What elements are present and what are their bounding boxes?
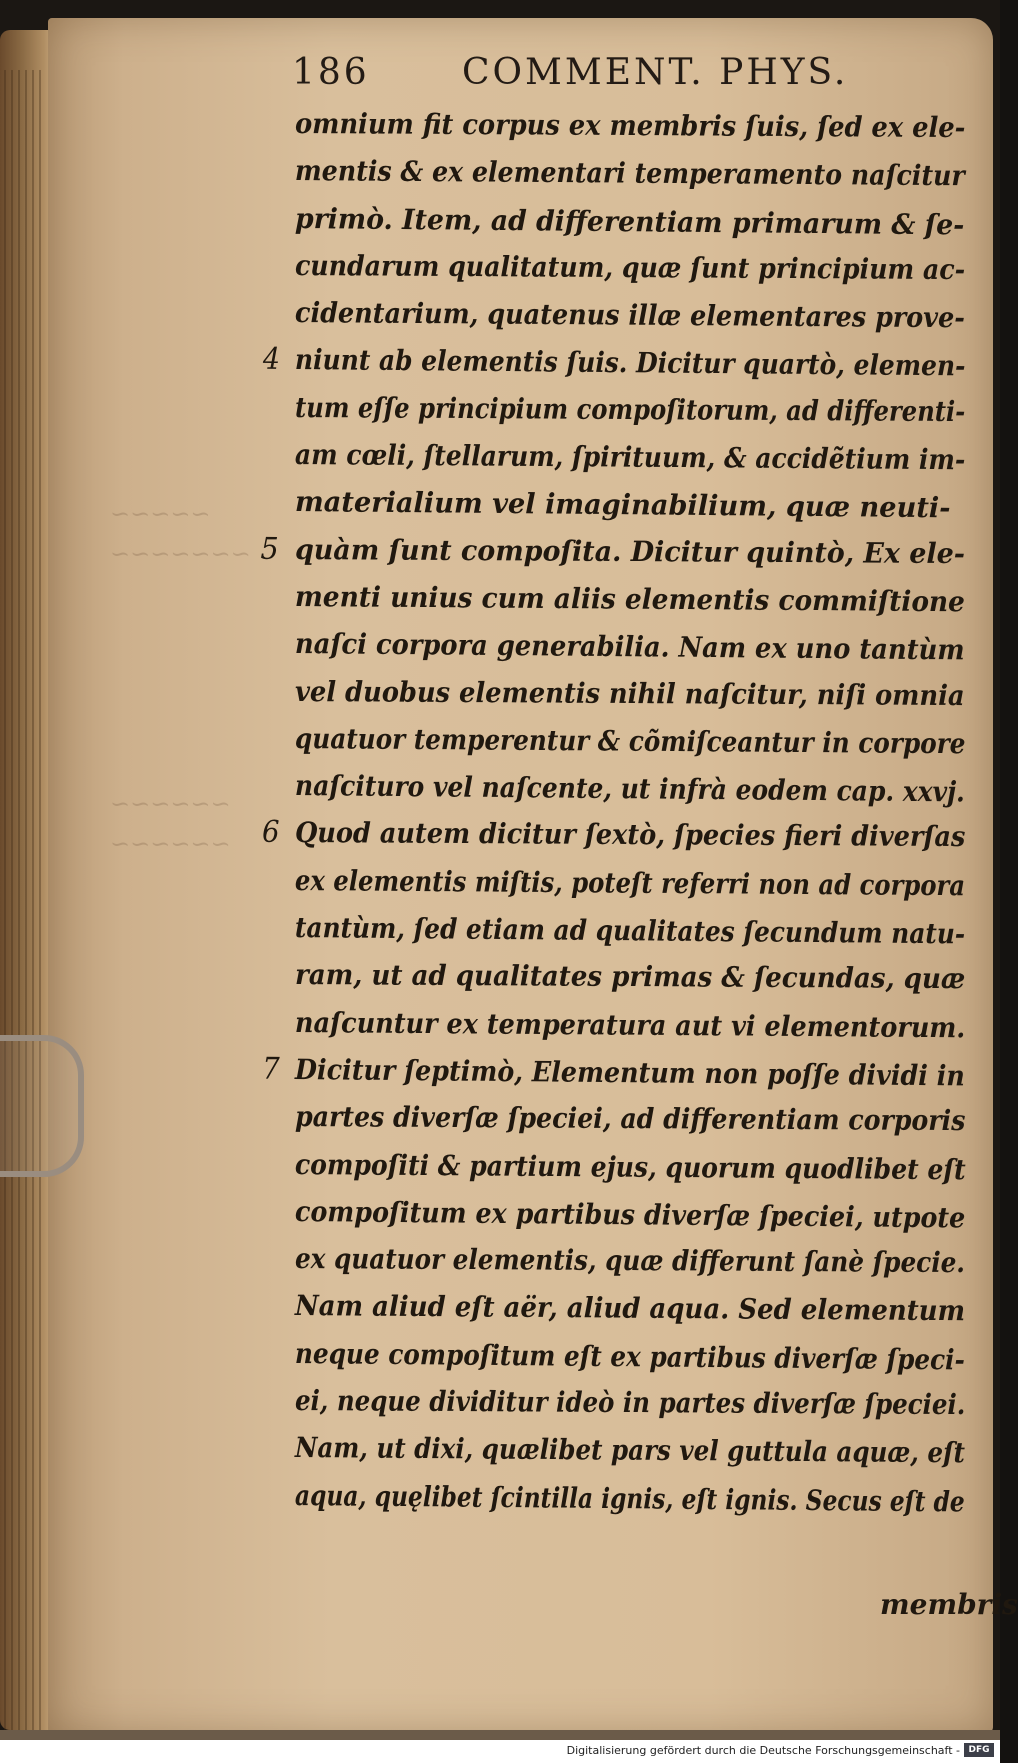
digitization-credit: Digitalisierung gefördert durch die Deutsche Forschungsgemeinschaft - — [566, 1744, 960, 1757]
text-line — [261, 809, 966, 860]
text-line — [294, 1282, 966, 1334]
text-line — [294, 195, 965, 249]
text-line — [294, 1377, 966, 1428]
text-line — [294, 1330, 965, 1383]
line-text: compoſiti & partium ejus, quorum quodlibet eſt — [294, 1147, 966, 1186]
line-text: quatuor temperentur & cõmiſceantur in corpore — [294, 721, 966, 761]
text-line — [294, 431, 966, 483]
text-line — [294, 1141, 966, 1193]
text-line — [294, 384, 966, 435]
line-text: ex quatuor elementis, quæ differunt ſanè ſpecie. — [294, 1242, 966, 1280]
text-line — [262, 336, 966, 389]
line-text: cidentarium, quatenus illæ elementares prove- — [294, 296, 965, 335]
text-line — [294, 1188, 966, 1241]
show-through-mark: ~~~~~ — [110, 500, 211, 528]
text-line — [294, 951, 966, 1002]
line-text: naſcuntur ex temperatura aut vi elementorum. — [294, 1005, 966, 1044]
text-line — [294, 242, 966, 293]
line-text: primò. Item, ad differentiam primarum & ſe- — [294, 201, 965, 242]
line-text: Dicitur ſeptimò, Elementum non poſſe dividi in — [294, 1052, 966, 1093]
running-head — [292, 52, 892, 104]
line-text: Nam aliud eſt aër, aliud aqua. Sed elementum — [294, 1289, 966, 1328]
text-line — [295, 478, 965, 532]
page-number: 186 — [292, 52, 370, 93]
paragraph-number: 6 — [261, 815, 280, 851]
text-line — [294, 762, 965, 815]
line-text: tantùm, ſed etiam ad qualitates ſecundum natu- — [294, 911, 966, 951]
text-line — [294, 904, 966, 957]
text-line — [260, 526, 966, 577]
line-text: naſci corpora generabilia. Nam ex uno tantùm — [294, 627, 965, 667]
line-text: niunt ab elementis ſuis. Dicitur quartò, elemen- — [294, 343, 966, 383]
show-through-mark: ~~~~~~~ — [110, 540, 251, 568]
line-text: am cœli, ſtellarum, ſpirituum, & accidẽtium im- — [294, 438, 966, 477]
line-text: partes diverſæ ſpeciei, ad differentiam corporis — [294, 1100, 966, 1138]
line-text: compoſitum ex partibus diverſæ ſpeciei, utpote — [294, 1194, 966, 1235]
line-text: Nam, ut dixi, quælibet pars vel guttula aquæ, eſt — [294, 1431, 966, 1470]
text-line — [294, 1472, 965, 1525]
show-through-mark: ~~~~~~ — [110, 830, 231, 858]
text-line — [294, 1235, 966, 1286]
text-line — [294, 1424, 966, 1476]
line-text: aqua, quęlibet ſcintilla ignis, eſt ignis. Secus eſt de — [294, 1478, 965, 1519]
running-title: COMMENT. PHYS. — [462, 52, 849, 93]
text-line — [294, 1093, 966, 1144]
text-line — [294, 620, 965, 673]
line-text: tum eſſe principium compoſitorum, ad differenti- — [294, 390, 966, 428]
line-text: vel duobus elementis nihil naſcitur, niſi omnia — [294, 674, 965, 712]
dfg-logo: DFG — [964, 1743, 994, 1757]
line-text: materialium vel imaginabilium, quæ neuti- — [294, 485, 951, 525]
line-text: omnium fit corpus ex membris ſuis, ſed ex ele- — [294, 107, 966, 145]
paragraph-number: 7 — [262, 1051, 280, 1087]
line-text: mentis & ex elementari temperamento naſcitur — [294, 154, 965, 193]
page-edges — [4, 70, 44, 1730]
text-line — [294, 100, 966, 151]
show-through-mark: ~~~~~~ — [110, 790, 231, 818]
line-text: cundarum qualitatum, quæ ſunt principium ac- — [294, 248, 966, 286]
text-body — [260, 100, 985, 1519]
text-line — [294, 857, 966, 909]
line-text: ei, neque dividitur ideò in partes diverſæ ſpeciei. — [294, 1384, 966, 1422]
text-line — [294, 147, 965, 199]
book-spine — [0, 30, 55, 1730]
text-line — [294, 999, 966, 1051]
line-text: Quod autem dicitur ſextò, ſpecies fieri diverſas — [294, 816, 966, 854]
bookmark-strap — [0, 1035, 84, 1177]
line-text: naſcituro vel naſcente, ut infrà eodem cap. xxvj. — [294, 769, 965, 809]
catchword: membris — [880, 1588, 1018, 1621]
text-line — [294, 573, 966, 625]
line-text: ex elementis miſtis, poteſt referri non ad corpora — [294, 863, 966, 903]
paragraph-number: 5 — [260, 531, 279, 567]
text-line — [262, 1046, 966, 1099]
paragraph-number: 4 — [262, 342, 281, 378]
text-line — [294, 715, 966, 767]
text-line — [294, 289, 965, 341]
text-line — [294, 668, 965, 719]
line-text: menti unius cum aliis elementis commiſtione — [294, 579, 966, 619]
line-text: neque compoſitum eſt ex partibus diverſæ ſpeci- — [294, 1336, 965, 1377]
line-text: quàm ſunt compoſita. Dicitur quintò, Ex ele- — [294, 532, 966, 570]
line-text: ram, ut ad qualitates primas & ſecundas, quæ — [294, 958, 966, 996]
